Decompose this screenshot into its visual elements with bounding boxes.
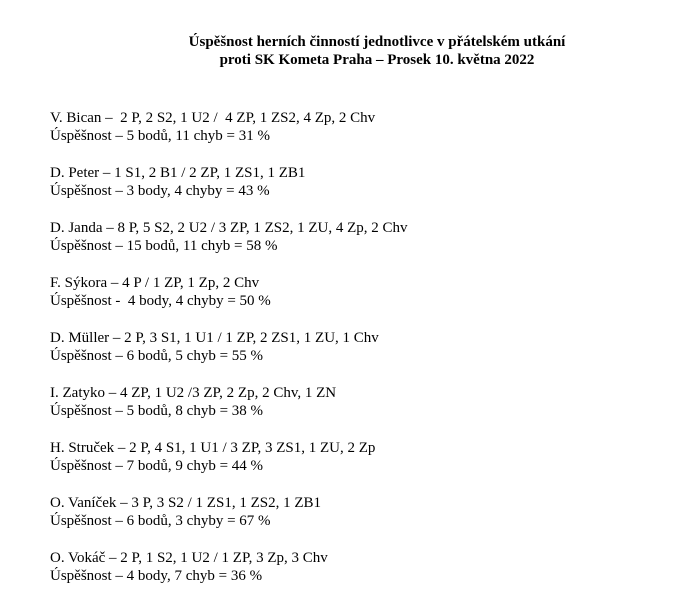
player-entry-muller <box>50 329 670 384</box>
player-stats: F. Sýkora – 4 P / 1 ZP, 1 Zp, 2 Chv <box>50 275 260 291</box>
player-entry-janda <box>50 219 670 274</box>
player-success: Úspěšnost – 7 bodů, 9 chyb = 44 % <box>50 458 264 474</box>
player-stats: D. Janda – 8 P, 5 S2, 2 U2 / 3 ZP, 1 ZS2, 1 ZU, 4 Zp, 2 Chv <box>50 220 408 236</box>
player-stats: I. Zatyko – 4 ZP, 1 U2 /3 ZP, 2 Zp, 2 Chv, 1 ZN <box>50 385 337 401</box>
player-list <box>50 109 670 604</box>
player-success: Úspěšnost – 5 bodů, 8 chyb = 38 % <box>50 403 264 419</box>
player-success: Úspěšnost – 4 body, 7 chyb = 36 % <box>50 568 263 584</box>
player-entry-strucek <box>50 439 670 494</box>
player-entry-sykora <box>50 274 670 329</box>
player-success: Úspěšnost - 4 body, 4 chyby = 50 % <box>50 293 271 309</box>
player-stats: H. Struček – 2 P, 4 S1, 1 U1 / 3 ZP, 3 ZS1, 1 ZU, 2 Zp <box>50 440 376 456</box>
title-line-1: Úspěšnost herních činností jednotlivce v přátelském utkání <box>188 34 566 50</box>
player-stats: D. Peter – 1 S1, 2 B1 / 2 ZP, 1 ZS1, 1 ZB1 <box>50 165 306 181</box>
player-entry-bican <box>50 109 670 164</box>
player-stats: O. Vaníček – 3 P, 3 S2 / 1 ZS1, 1 ZS2, 1 ZB1 <box>50 495 321 511</box>
player-success: Úspěšnost – 15 bodů, 11 chyb = 58 % <box>50 238 278 254</box>
title-line-2: proti SK Kometa Praha – Prosek 10. května 2022 <box>219 52 535 68</box>
player-entry-vokac <box>50 549 670 604</box>
player-entry-zatyko <box>50 384 670 439</box>
player-success: Úspěšnost – 6 bodů, 5 chyb = 55 % <box>50 348 264 364</box>
player-stats: V. Bican – 2 P, 2 S2, 1 U2 / 4 ZP, 1 ZS2, 4 Zp, 2 Chv <box>50 110 376 126</box>
player-success: Úspěšnost – 5 bodů, 11 chyb = 31 % <box>50 128 270 144</box>
document-title <box>0 33 684 69</box>
player-stats: D. Müller – 2 P, 3 S1, 1 U1 / 1 ZP, 2 ZS1, 1 ZU, 1 Chv <box>50 330 379 346</box>
player-entry-vanicek <box>50 494 670 549</box>
player-stats: O. Vokáč – 2 P, 1 S2, 1 U2 / 1 ZP, 3 Zp, 3 Chv <box>50 550 328 566</box>
player-success: Úspěšnost – 3 body, 4 chyby = 43 % <box>50 183 270 199</box>
player-success: Úspěšnost – 6 bodů, 3 chyby = 67 % <box>50 513 271 529</box>
player-entry-peter <box>50 164 670 219</box>
